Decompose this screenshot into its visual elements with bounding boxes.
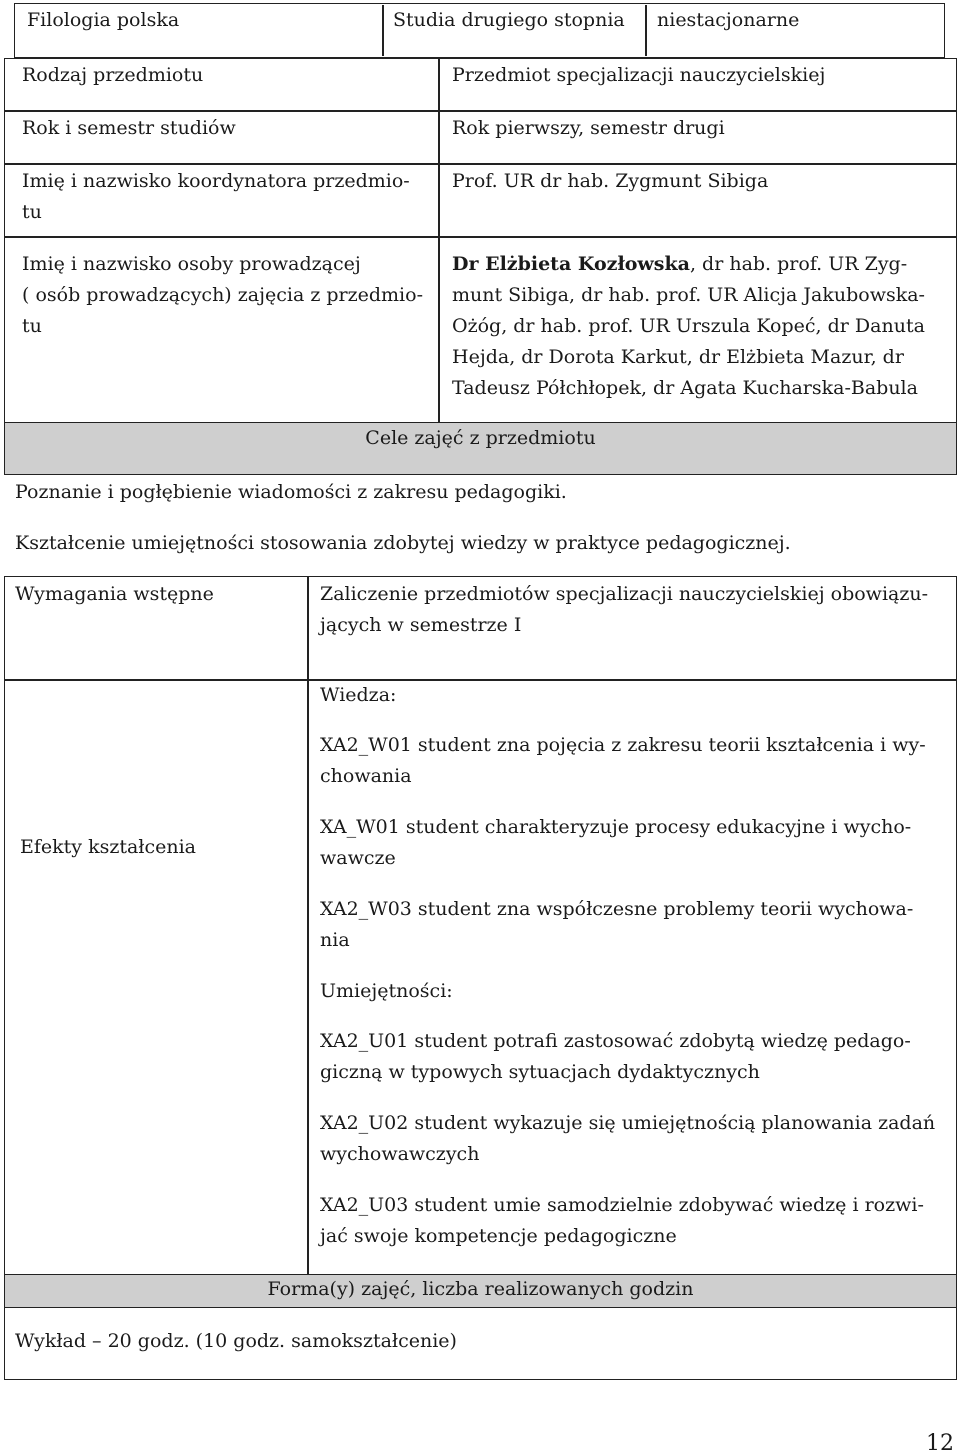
requirements-value: Zaliczenie przedmiotów specjalizacji nauczycielskiej obowiązu- jących w semestrze I [320,583,929,636]
info-hline-2 [4,163,957,165]
forms-heading: Forma(y) zajęć, liczba realizowanych godzin [267,1278,694,1300]
type-label: Rodzaj przedmiotu [22,64,204,86]
outcomes-label: Efekty kształcenia [20,836,196,858]
type-value: Przedmiot specjalizacji nauczycielskiej [452,64,826,86]
page-number: 12 [926,1431,954,1456]
teachers-label: Imię i nazwisko osoby prowadzącej ( osób prowadzących) zajęcia z przedmio- tu [22,253,423,337]
outcome-u3: XA2_U03 student umie samodzielnie zdobywać wiedzę i rozwi- jać swoje kompetencje pedagogiczne [320,1194,924,1247]
info-hline-3 [4,236,957,238]
coordinator-label: Imię i nazwisko koordynatora przedmio- tu [22,170,410,223]
teachers-value [452,249,947,404]
goal-2: Kształcenie umiejętności stosowania zdobytej wiedzy w praktyce pedagogicznej. [15,532,791,554]
year-value: Rok pierwszy, semestr drugi [452,117,725,139]
skills-heading: Umiejętności: [320,980,453,1002]
forms-value: Wykład – 20 godz. (10 godz. samokształcenie) [15,1330,457,1352]
requirements-label: Wymagania wstępne [15,583,214,605]
outcome-u2: XA2_U02 student wykazuje się umiejętnością planowania zadań wychowawczych [320,1112,936,1165]
teachers-value-bold: Dr Elżbieta Kozłowska [452,253,690,275]
teachers-value-rest: , dr hab. prof. UR Zyg- munt Sibiga, dr hab. prof. UR Alicja Jakubowska- Ożóg, dr hab. prof. UR Urszula Kopeć, dr Danuta Hejda, dr Dorota Karkut, dr Elżbieta Mazur, dr Tadeusz Półchłopek, dr Agata Kucharska-Babula [452,253,925,399]
header-field: Filologia polska [27,9,180,31]
header-level: Studia drugiego stopnia [393,9,625,31]
header-divider-2 [645,5,647,56]
outcome-w2: XA_W01 student charakteryzuje procesy edukacyjne i wycho- wawcze [320,816,912,869]
info-hline-1 [4,110,957,112]
outcome-w1: XA2_W01 student zna pojęcia z zakresu teorii kształcenia i wy- chowania [320,734,926,787]
req-hline [4,679,957,681]
req-vertical-divider [307,576,309,1275]
goals-heading: Cele zajęć z przedmiotu [365,427,596,449]
info-vertical-divider [438,58,440,423]
outcome-u1: XA2_U01 student potrafi zastosować zdobytą wiedzę pedago- giczną w typowych sytuacjach dydaktycznych [320,1030,911,1083]
header-divider-1 [382,5,384,56]
header-mode: niestacjonarne [657,9,800,31]
outcome-w3: XA2_W03 student zna współczesne problemy teorii wychowa- nia [320,898,914,951]
coordinator-value: Prof. UR dr hab. Zygmunt Sibiga [452,170,769,192]
year-label: Rok i semestr studiów [22,117,236,139]
goal-1: Poznanie i pogłębienie wiadomości z zakresu pedagogiki. [15,481,567,503]
knowledge-heading: Wiedza: [320,684,397,706]
